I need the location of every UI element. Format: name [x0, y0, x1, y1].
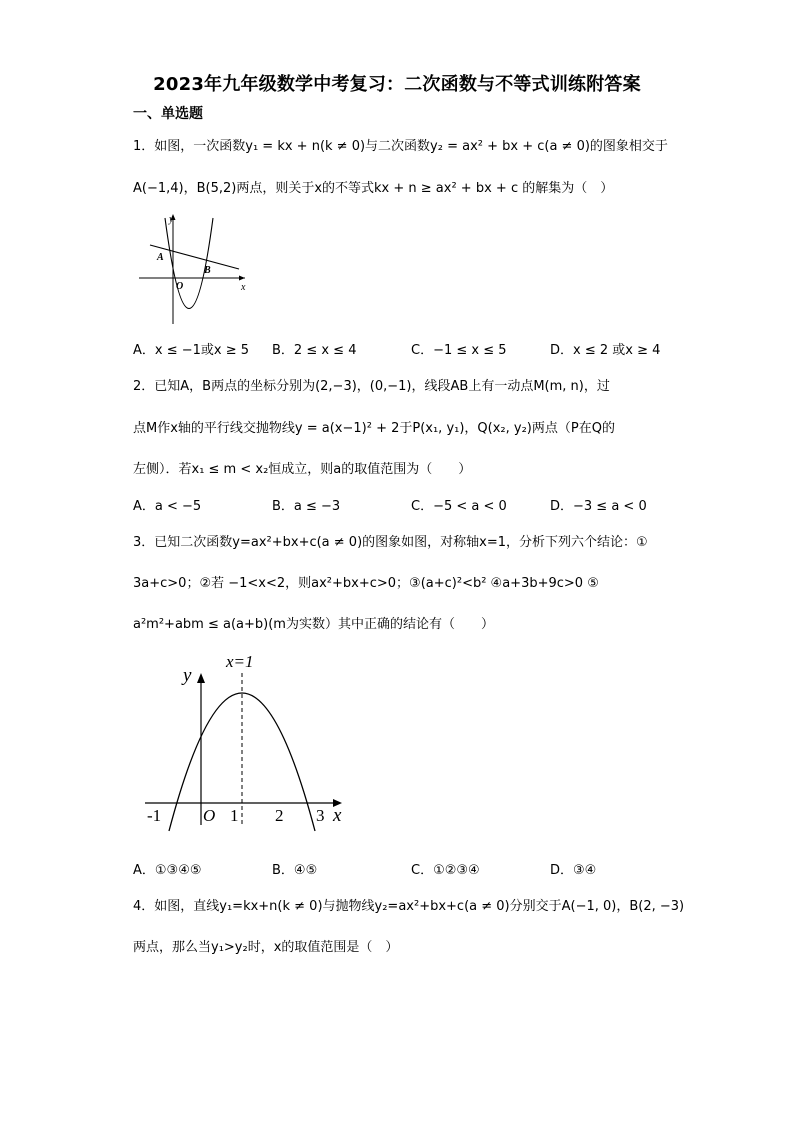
q1-option-a[interactable]: A．x ≤ −1或x ≥ 5 — [133, 343, 250, 358]
q2-option-c[interactable]: C．−5 < a < 0 — [411, 499, 507, 514]
q3-option-c[interactable]: C．①②③④ — [411, 863, 480, 878]
q3-x-label: x — [333, 805, 342, 826]
q3-tick-label: 3 — [316, 806, 325, 825]
q1-point-a-label: A — [157, 252, 164, 263]
q2-line-1: 2．已知A，B两点的坐标分别为(2,−3)，(0,−1)，线段AB上有一动点M(m, n)，过 — [133, 379, 610, 394]
q3-option-a[interactable]: A．①③④⑤ — [133, 863, 202, 878]
q3-option-d[interactable]: D．③④ — [550, 863, 597, 878]
q3-origin-label: O — [203, 806, 216, 825]
q3-tick-label: -1 — [147, 806, 162, 825]
q1-option-d[interactable]: D．x ≤ 2 或x ≥ 4 — [550, 343, 661, 358]
q3-line-2: 3a+c>0；②若 −1<x<2，则ax²+bx+c>0；③(a+c)²<b² ④a+3b+9c>0 ⑤ — [133, 576, 599, 591]
q3-symmetry-label: x=1 — [226, 652, 254, 671]
q3-option-b[interactable]: B．④⑤ — [272, 863, 318, 878]
q2-line-3: 左侧）．若x₁ ≤ m < x₂恒成立，则a的取值范围为（ ） — [133, 462, 472, 477]
section-heading: 一、单选题 — [133, 106, 203, 122]
q4-line-2: 两点，那么当y₁>y₂时，x的取值范围是（ ） — [133, 940, 399, 955]
q3-figure — [140, 645, 355, 837]
q1-option-b[interactable]: B．2 ≤ x ≤ 4 — [272, 343, 357, 358]
q3-tick-label: 1 — [230, 806, 239, 825]
q1-line-1: 1．如图，一次函数y₁ = kx + n(k ≠ 0)与二次函数y₂ = ax² + bx + c(a ≠ 0)的图象相交于 — [133, 139, 668, 154]
q3-y-arrow — [197, 673, 205, 683]
q1-x-label: x — [241, 282, 246, 293]
q3-line-1: 3．已知二次函数y=ax²+bx+c(a ≠ 0)的图象如图，对称轴x=1，分析下列六个结论：① — [133, 535, 648, 550]
q1-parabola — [165, 218, 213, 309]
q3-y-label: y — [183, 665, 192, 686]
q3-tick-label: 2 — [275, 806, 284, 825]
q1-y-label: y — [169, 214, 174, 225]
q1-figure — [135, 210, 250, 330]
q4-line-1: 4．如图，直线y₁=kx+n(k ≠ 0)与抛物线y₂=ax²+bx+c(a ≠ 0)分别交于A(−1, 0)，B(2, −3) — [133, 899, 685, 914]
q1-option-c[interactable]: C．−1 ≤ x ≤ 5 — [411, 343, 507, 358]
q1-line-2: A(−1,4)，B(5,2)两点，则关于x的不等式kx + n ≥ ax² + bx + c 的解集为（ ） — [133, 181, 614, 196]
q2-line-2: 点M作x轴的平行线交抛物线y = a(x−1)² + 2于P(x₁, y₁)，Q(x₂, y₂)两点（P在Q的 — [133, 421, 615, 436]
q1-point-b-label: B — [204, 265, 211, 276]
q3-parabola — [169, 693, 315, 831]
page-title: 2023年九年级数学中考复习：二次函数与不等式训练附答案 — [153, 74, 641, 95]
q1-origin-label: O — [176, 281, 184, 292]
q2-option-b[interactable]: B．a ≤ −3 — [272, 499, 341, 514]
q2-option-a[interactable]: A．a < −5 — [133, 499, 202, 514]
q1-x-arrow — [239, 276, 245, 281]
q3-line-3: a²m²+abm ≤ a(a+b)(m为实数）其中正确的结论有（ ） — [133, 617, 494, 632]
q2-option-d[interactable]: D．−3 ≤ a < 0 — [550, 499, 647, 514]
